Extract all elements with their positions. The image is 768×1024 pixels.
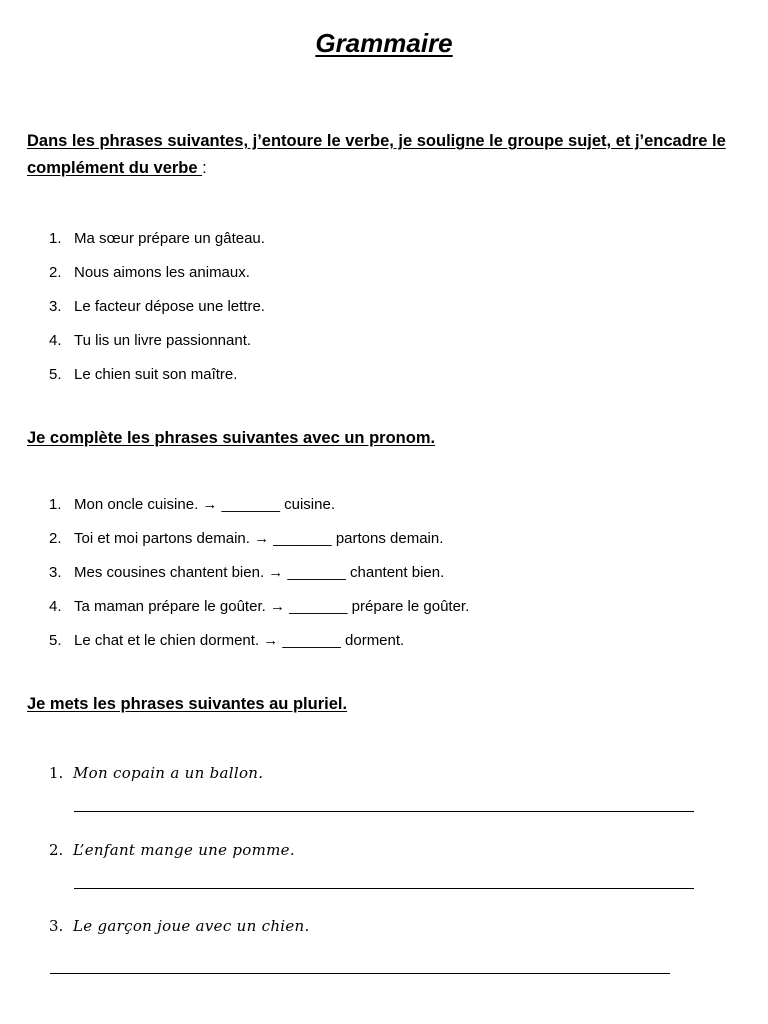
exercise2-instruction	[27, 425, 727, 452]
answer-line[interactable]	[74, 811, 694, 812]
item-number: 3.	[49, 564, 62, 581]
item-text: L’enfant mange une pomme.	[73, 841, 295, 859]
exercise2-list	[47, 496, 469, 666]
item-text: Ma sœur prépare un gâteau.	[74, 230, 265, 247]
list-item	[47, 332, 265, 366]
item-text: Toi et moi partons demain. → _______ partons demain.	[74, 530, 444, 547]
list-item	[47, 264, 265, 298]
item-text: Le facteur dépose une lettre.	[74, 298, 265, 315]
item-text: Le chien suit son maître.	[74, 366, 238, 383]
list-item	[47, 632, 469, 666]
item-text: Ta maman prépare le goûter. → _______ prépare le goûter.	[74, 598, 470, 615]
item-number: 2.	[49, 530, 62, 547]
list-item	[49, 764, 263, 782]
item-number: 2.	[49, 264, 62, 281]
item-text: Mon copain a un ballon.	[73, 764, 264, 782]
exercise1-instruction-colon: :	[202, 159, 207, 177]
item-number: 5.	[49, 366, 62, 383]
item-text: Tu lis un livre passionnant.	[74, 332, 252, 349]
exercise1-instruction-text: Dans les phrases suivantes, j’entoure le verbe, je souligne le groupe sujet, et j’encadre le complément du verbe	[27, 132, 726, 177]
item-text: Mon oncle cuisine. → _______ cuisine.	[74, 496, 335, 513]
item-number: 3.	[49, 298, 62, 315]
item-text: Nous aimons les animaux.	[74, 264, 250, 281]
item-number: 3.	[49, 917, 64, 935]
item-number: 2.	[49, 841, 64, 859]
list-item	[47, 298, 265, 332]
list-item	[47, 496, 469, 530]
answer-line[interactable]	[50, 973, 670, 974]
list-item	[49, 841, 295, 859]
item-number: 5.	[49, 632, 62, 649]
item-number: 1.	[49, 496, 62, 513]
item-text: Le garçon joue avec un chien.	[73, 917, 310, 935]
item-text: Mes cousines chantent bien. → _______ chantent bien.	[74, 564, 445, 581]
exercise3-instruction	[27, 691, 727, 718]
list-item	[47, 564, 469, 598]
list-item	[47, 530, 469, 564]
item-number: 4.	[49, 332, 62, 349]
item-number: 4.	[49, 598, 62, 615]
page-title: Grammaire	[315, 28, 453, 58]
list-item	[47, 366, 265, 400]
answer-line[interactable]	[74, 888, 694, 889]
exercise2-instruction-text: Je complète les phrases suivantes avec un pronom.	[27, 429, 436, 447]
list-item	[49, 917, 310, 935]
item-number: 1.	[49, 230, 62, 247]
exercise1-instruction	[27, 128, 727, 182]
item-text: Le chat et le chien dorment. → _______ dorment.	[74, 632, 405, 649]
exercise3-instruction-text: Je mets les phrases suivantes au pluriel.	[27, 695, 348, 713]
list-item	[47, 598, 469, 632]
item-number: 1.	[49, 764, 64, 782]
exercise1-list	[47, 230, 265, 400]
list-item	[47, 230, 265, 264]
